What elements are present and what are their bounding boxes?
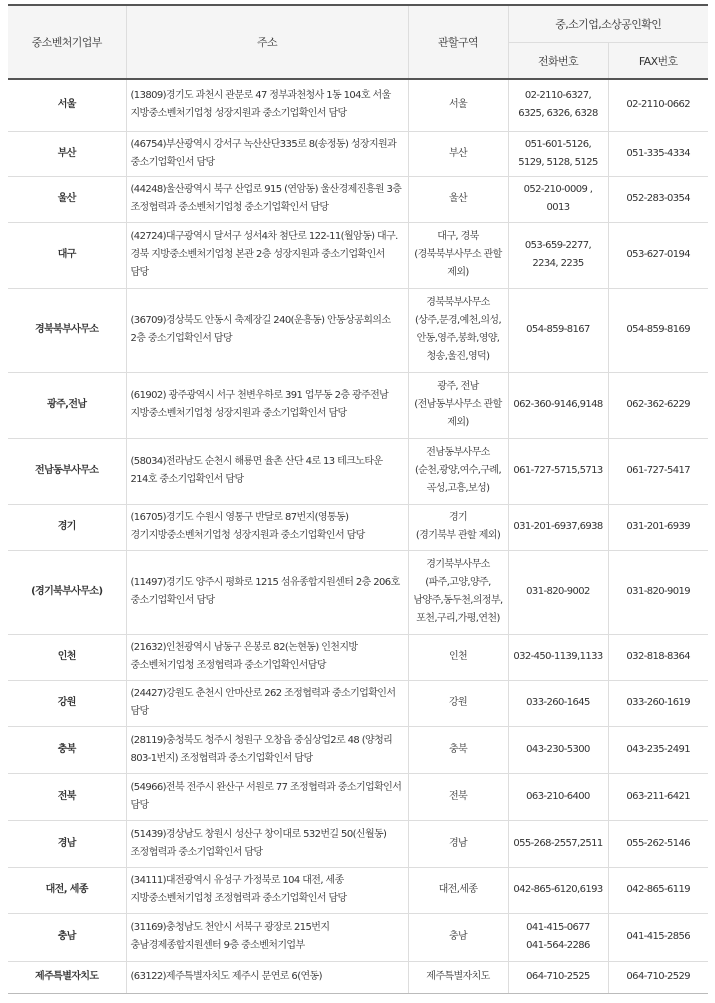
table-row	[8, 79, 708, 131]
area-line: 울산	[448, 193, 468, 204]
phone-number	[508, 222, 608, 288]
jurisdiction-area	[408, 773, 508, 820]
phone-line: 053-659-2277, 2234, 2235	[524, 240, 592, 269]
office-address: (21632)인천광역시 남동구 은봉로 82(논현동) 인천지방 중소벤처기업청 조정협력과 중소기업확인서담당	[126, 634, 408, 680]
jurisdiction-area	[408, 820, 508, 867]
office-name: 전남동부사무소	[8, 438, 126, 504]
header-address: 주소	[126, 5, 408, 79]
office-name: 충남	[8, 913, 126, 961]
table-row	[8, 961, 708, 993]
office-address: (16705)경기도 수원시 영통구 반달로 87번지(영통동) 경기지방중소벤처기업청 성장지원과 중소기업확인서 담당	[126, 504, 408, 550]
area-line: 강원	[448, 697, 468, 708]
fax-number: 054-859-8169	[608, 288, 708, 372]
phone-number	[508, 680, 608, 726]
table-row	[8, 634, 708, 680]
phone-number	[508, 288, 608, 372]
table-row	[8, 867, 708, 913]
area-line: 충남	[448, 931, 468, 942]
area-line: (파주,고양,양주,남양주,동두천,의정부,포천,구리,가평,연천)	[413, 577, 503, 624]
table-row	[8, 438, 708, 504]
office-address: (42724)대구광역시 달서구 성서4차 첨단로 122-11(월암동) 대구.경북 지방중소벤처기업청 본관 2층 성장지원과 중소기업확인서 담당	[126, 222, 408, 288]
fax-number: 033-260-1619	[608, 680, 708, 726]
fax-number: 043-235-2491	[608, 726, 708, 773]
office-address: (24427)강원도 춘천시 안마산로 262 조정협력과 중소기업확인서 담당	[126, 680, 408, 726]
jurisdiction-area	[408, 176, 508, 222]
phone-line: 052-210-0009 , 0013	[523, 184, 593, 213]
office-address: (61902) 광주광역시 서구 천변우하로 391 업무동 2층 광주전남 지방중소벤처기업청 성장지원과 중소기업확인서 담당	[126, 372, 408, 438]
phone-line: 055-268-2557,2511	[513, 837, 603, 849]
phone-line: 043-230-5300	[526, 743, 590, 755]
jurisdiction-area	[408, 131, 508, 176]
office-address: (44248)울산광역시 북구 산업로 915 (연암동) 울산경제진흥원 3층 조정협력과 중소벤처기업청 중소기업확인서 담당	[126, 176, 408, 222]
phone-number	[508, 372, 608, 438]
table-row	[8, 820, 708, 867]
office-name: 경기	[8, 504, 126, 550]
jurisdiction-area	[408, 961, 508, 993]
fax-number: 063-211-6421	[608, 773, 708, 820]
office-name: 대구	[8, 222, 126, 288]
fax-number: 053-627-0194	[608, 222, 708, 288]
table-row	[8, 504, 708, 550]
office-address: (11497)경기도 양주시 평화로 1215 섬유종합지원센터 2층 206호 중소기업확인서 담당	[126, 550, 408, 634]
fax-number: 02-2110-0662	[608, 79, 708, 131]
phone-line: 041-564-2286	[526, 940, 590, 951]
area-line: 충북	[448, 743, 468, 755]
table-row	[8, 913, 708, 961]
office-name: 강원	[8, 680, 126, 726]
phone-number	[508, 79, 608, 131]
jurisdiction-area	[408, 79, 508, 131]
area-line: (경기북부 관할 제외)	[415, 530, 501, 541]
phone-line: 031-201-6937,6938	[513, 521, 603, 532]
phone-line: 054-859-8167	[526, 324, 590, 335]
office-name: 경남	[8, 820, 126, 867]
area-line: 대전,세종	[438, 884, 478, 895]
area-line: 서울	[448, 99, 468, 111]
office-name: 서울	[8, 79, 126, 131]
table-row	[8, 773, 708, 820]
phone-number	[508, 550, 608, 634]
area-line: 경북북부사무소	[426, 297, 490, 308]
phone-number	[508, 773, 608, 820]
jurisdiction-area	[408, 634, 508, 680]
table-row	[8, 176, 708, 222]
jurisdiction-area	[408, 438, 508, 504]
phone-number	[508, 867, 608, 913]
phone-line: 02-2110-6327, 6325, 6326, 6328	[518, 90, 598, 120]
office-name: 충북	[8, 726, 126, 773]
office-name: 대전, 세종	[8, 867, 126, 913]
table-row	[8, 372, 708, 438]
phone-line: 033-260-1645	[526, 697, 590, 708]
office-address: (13809)경기도 과천시 관문로 47 정부과천청사 1동 104호 서울 지방중소벤처기업청 성장지원과 중소기업확인서 담당	[126, 79, 408, 131]
phone-line: 042-865-6120,6193	[513, 884, 603, 895]
office-name: 제주특별자치도	[8, 961, 126, 993]
fax-number: 031-201-6939	[608, 504, 708, 550]
fax-number: 061-727-5417	[608, 438, 708, 504]
table-header	[8, 5, 708, 79]
fax-number: 052-283-0354	[608, 176, 708, 222]
jurisdiction-area	[408, 372, 508, 438]
fax-number: 041-415-2856	[608, 913, 708, 961]
phone-line: 041-415-0677	[526, 922, 590, 933]
office-name: (경기북부사무소)	[8, 550, 126, 634]
fax-number: 064-710-2529	[608, 961, 708, 993]
jurisdiction-area	[408, 504, 508, 550]
phone-number	[508, 176, 608, 222]
area-line: 인천	[448, 651, 468, 662]
area-line: 부산	[448, 147, 468, 159]
office-address: (51439)경상남도 창원시 성산구 창이대로 532번길 50(신월동) 조정협력과 중소기업확인서 담당	[126, 820, 408, 867]
office-name: 광주,전남	[8, 372, 126, 438]
area-line: (경북북부사무소 관할 제외)	[414, 249, 502, 278]
table-row	[8, 288, 708, 372]
header-fax: FAX번호	[608, 43, 708, 80]
area-line: (전남동부사무소 관할 제외)	[414, 399, 502, 428]
office-name: 울산	[8, 176, 126, 222]
header-phone: 전화번호	[508, 43, 608, 80]
fax-number: 051-335-4334	[608, 131, 708, 176]
office-name: 인천	[8, 634, 126, 680]
phone-number	[508, 438, 608, 504]
area-line: 대구, 경북	[437, 231, 479, 242]
office-address: (34111)대전광역시 유성구 가정북로 104 대전, 세종 지방중소벤처기업청 조정협력과 중소기업확인서 담당	[126, 867, 408, 913]
office-name: 부산	[8, 131, 126, 176]
area-line: (상주,문경,예천,의성,안동,영주,봉화,영양,청송,울진,영덕)	[414, 315, 502, 362]
area-line: (순천,광양,여수,구례,곡성,고흥,보성)	[414, 465, 502, 494]
phone-number	[508, 504, 608, 550]
jurisdiction-area	[408, 288, 508, 372]
phone-number	[508, 131, 608, 176]
area-line: 광주, 전남	[437, 381, 479, 392]
jurisdiction-area	[408, 550, 508, 634]
header-row-top	[8, 5, 708, 43]
table-row	[8, 726, 708, 773]
phone-line: 051-601-5126, 5129, 5128, 5125	[518, 138, 598, 168]
office-address: (46754)부산광역시 강서구 녹산산단335로 8(송정동) 성장지원과 중소기업확인서 담당	[126, 131, 408, 176]
office-name: 전북	[8, 773, 126, 820]
header-office: 중소벤처기업부	[8, 5, 126, 79]
office-address: (63122)제주특별자치도 제주시 문연로 6(연동)	[126, 961, 408, 993]
phone-line: 063-210-6400	[526, 790, 590, 802]
fax-number: 032-818-8364	[608, 634, 708, 680]
phone-number	[508, 961, 608, 993]
office-name: 경북북부사무소	[8, 288, 126, 372]
fax-number: 031-820-9019	[608, 550, 708, 634]
area-line: 경기	[448, 512, 468, 523]
table-row	[8, 550, 708, 634]
office-contact-table	[8, 4, 708, 994]
office-address: (28119)충청북도 청주시 청원구 오창읍 중심상업2로 48 (양청리 803-1번지) 조정협력과 중소기업확인서 담당	[126, 726, 408, 773]
jurisdiction-area	[408, 222, 508, 288]
area-line: 경남	[448, 837, 468, 849]
table-row	[8, 131, 708, 176]
phone-line: 032-450-1139,1133	[513, 651, 603, 662]
header-confirm-group: 중,소기업,소상공인확인	[508, 5, 708, 43]
phone-number	[508, 820, 608, 867]
table-row	[8, 222, 708, 288]
jurisdiction-area	[408, 726, 508, 773]
office-address: (36709)경상북도 안동시 축제장길 240(운흥동) 안동상공회의소 2층 중소기업확인서 담당	[126, 288, 408, 372]
phone-number	[508, 634, 608, 680]
phone-line: 061-727-5715,5713	[513, 465, 603, 476]
table-body	[8, 79, 708, 993]
area-line: 제주특별자치도	[426, 971, 490, 982]
phone-line: 062-360-9146,9148	[513, 399, 603, 410]
phone-number	[508, 726, 608, 773]
office-address: (58034)전라남도 순천시 해룡면 율촌 산단 4로 13 테크노타운 214호 중소기업확인서 담당	[126, 438, 408, 504]
phone-line: 064-710-2525	[526, 971, 590, 982]
phone-line: 031-820-9002	[526, 586, 590, 597]
jurisdiction-area	[408, 913, 508, 961]
fax-number: 055-262-5146	[608, 820, 708, 867]
area-line: 전북	[448, 790, 468, 802]
fax-number: 062-362-6229	[608, 372, 708, 438]
office-address: (31169)충청남도 천안시 서북구 광장로 215번지 충남경제종합지원센터 9층 중소벤처기업부	[126, 913, 408, 961]
jurisdiction-area	[408, 867, 508, 913]
fax-number: 042-865-6119	[608, 867, 708, 913]
header-area: 관할구역	[408, 5, 508, 79]
office-address: (54966)전북 전주시 완산구 서원로 77 조정협력과 중소기업확인서 담당	[126, 773, 408, 820]
jurisdiction-area	[408, 680, 508, 726]
area-line: 경기북부사무소	[426, 559, 490, 570]
phone-number	[508, 913, 608, 961]
table-row	[8, 680, 708, 726]
area-line: 전남동부사무소	[426, 447, 490, 458]
